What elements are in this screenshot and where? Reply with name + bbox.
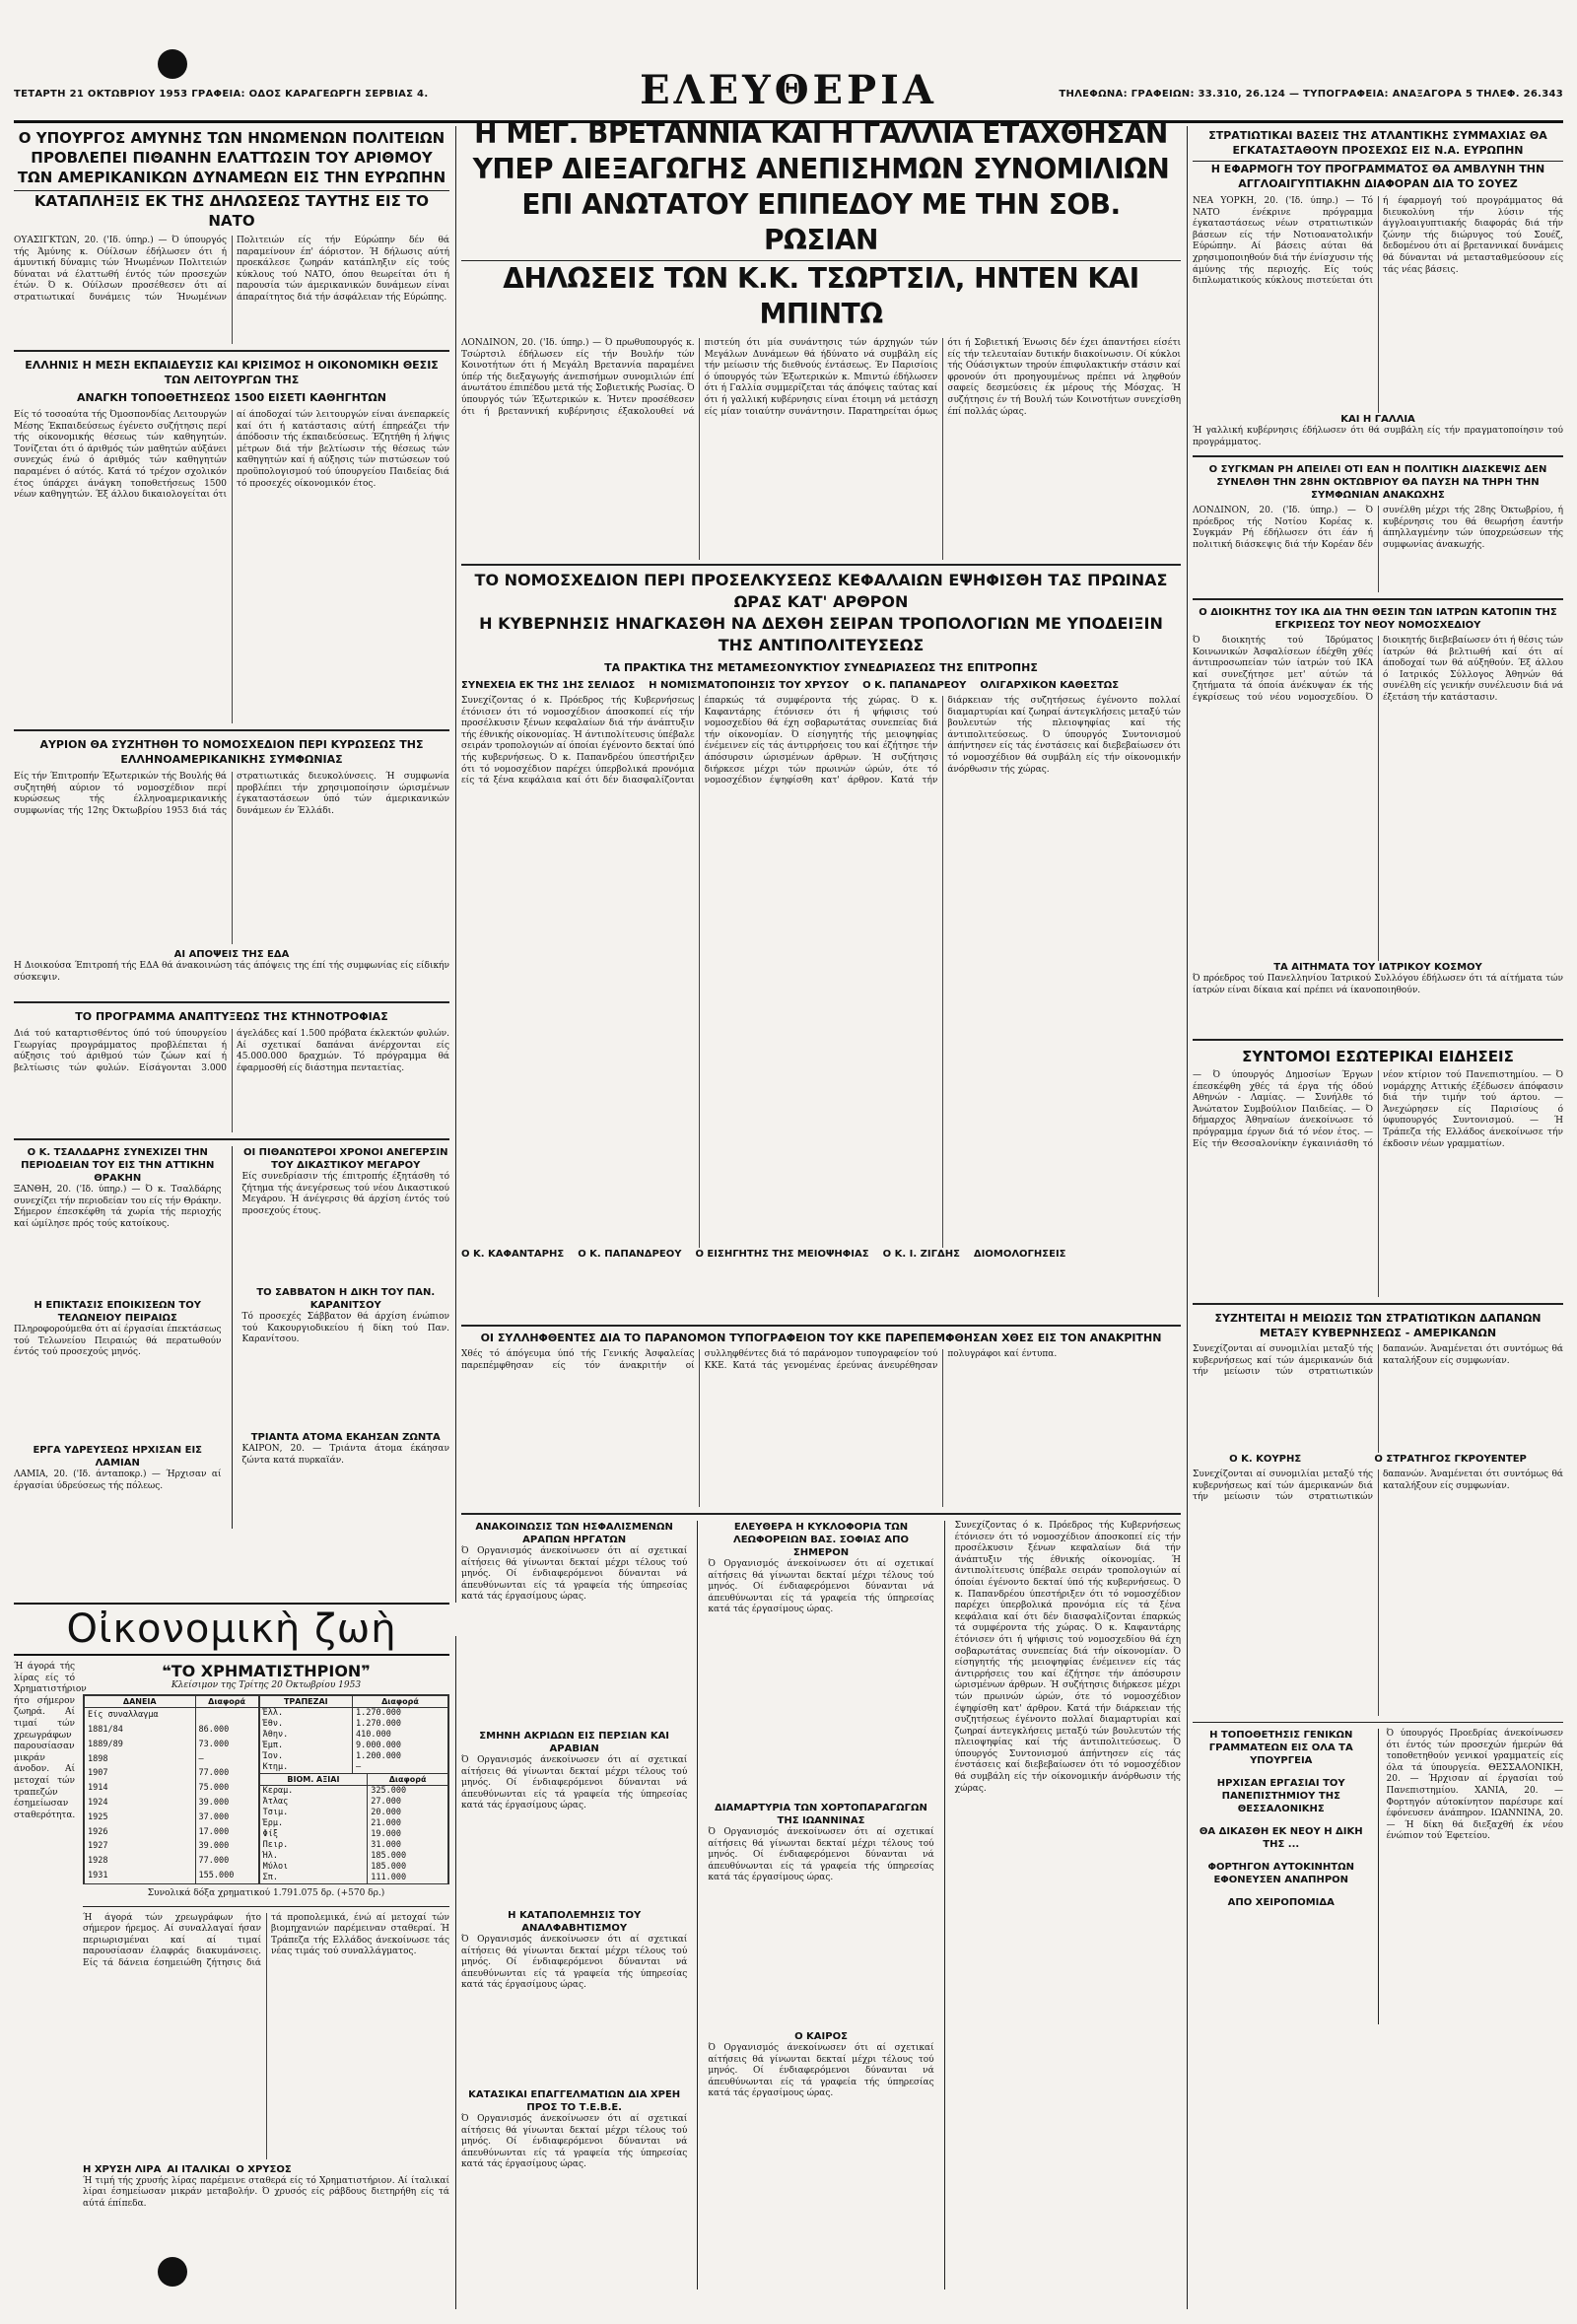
industry-table	[259, 1773, 448, 1883]
industry-value-cell: 185.000	[368, 1851, 448, 1862]
article-weather: Ό Οργανισμός άνεκοίνωσεν ότι αί σχετικαί αίτήσεις θά γίνωνται δεκταί μέχρι τέλους τού μηνός. Οί ένδιαφερόμενοι δύνανται νά άπευθύνωνται είς τά γραφεία τής ύπηρεσίας κατά τάς έργασίμους ώρας.	[708, 2043, 934, 2099]
headline-tsaldaris: Ο Κ. ΤΣΑΛΔΑΡΗΣ ΣΥΝΕΧΙΖΕΙ ΤΗΝ ΠΕΡΙΟΔΕΙΑΝ ΤΟΥ ΕΙΣ ΤΗΝ ΑΤΤΙΚΗΝ ΘΡΑΚΗΝ	[21, 1147, 215, 1184]
bourse-title-text: ΤΟ ΧΡΗΜΑΤΙΣΤΗΡΙΟΝ	[171, 1662, 362, 1680]
industry-row	[259, 1797, 447, 1808]
subhead-medical-demands: ΤΑ ΑΙΤΗΜΑΤΑ ΤΟΥ ΙΑΤΡΙΚΟΥ ΚΟΣΜΟΥ	[1273, 962, 1482, 973]
subhead-gruenther: Ο ΣΤΡΑΤΗΓΟΣ ΓΚΡΟΥΕΝΤΕΡ	[1374, 1454, 1527, 1465]
headline-university: ΗΡΧΙΣΑΝ ΕΡΓΑΣΙΑΙ ΤΟΥ ΠΑΝΕΠΙΣΤΗΜΙΟΥ ΤΗΣ ΘΕΣΣΑΛΟΝΙΚΗΣ	[1216, 1778, 1345, 1814]
divider	[1193, 1303, 1563, 1305]
bank-value-cell: 410.000	[352, 1730, 447, 1741]
loan-row	[85, 1781, 259, 1796]
article-trial: Τό προσεχές Σάββατον θά άρχίση ένώπιον τού Κακουργιοδικείου ή δίκη τού Παν. Καρανίτσου.	[241, 1312, 449, 1345]
loans-header-name: ΔΑΝΕΙΑ	[85, 1696, 196, 1708]
headline-professionals: ΚΑΤΑΣΙΚΑΙ ΕΠΑΓΓΕΛΜΑΤΙΩΝ ΔΙΑ ΧΡΕΗ ΠΡΟΣ ΤΟ Τ.Ε.Β.Ε.	[468, 2089, 681, 2113]
loan-row	[85, 1811, 259, 1825]
bank-value-cell: 1.270.000	[352, 1708, 447, 1720]
bourse-title: ❝ΤΟ ΧΡΗΜΑΤΙΣΤΗΡΙΟΝ❞	[162, 1662, 371, 1680]
loan-name-cell: 1898	[85, 1752, 196, 1767]
subhead-italian: ΑΙ ΙΤΑΛΙΚΑΙ	[167, 2163, 231, 2175]
industry-row	[259, 1829, 447, 1840]
loan-value-cell: 77.000	[195, 1766, 258, 1781]
subhead-continued: ΣΥΝΕΧΕΙΑ ΕΚ ΤΗΣ 1ΗΣ ΣΕΛΙΔΟΣ	[461, 680, 636, 691]
industry-name-cell: Ήλ.	[259, 1851, 368, 1862]
article-illiteracy: Ό Οργανισμός άνεκοίνωσεν ότι αί σχετικαί αίτήσεις θά γίνωνται δεκταί μέχρι τέλους τού μηνός. Οί ένδιαφερόμενοι δύνανται νά άπευθύνωνται είς τά γραφεία τής ύπηρεσίας κατά τάς έργασίμους ώρας.	[461, 1935, 688, 1991]
article-professionals: Ό Οργανισμός άνεκοίνωσεν ότι αί σχετικαί αίτήσεις θά γίνωνται δεκταί μέχρι τέλους τού μηνός. Οί ένδιαφερόμενοι δύνανται νά άπευθύνωνται είς τά γραφεία τής ύπηρεσίας κατά τάς έργασίμους ώρας.	[461, 2114, 688, 2170]
industry-row	[259, 1786, 447, 1798]
loan-row	[85, 1752, 259, 1767]
industry-name-cell: Έρμ.	[259, 1818, 368, 1829]
subhead-kafantaris: Ο Κ. ΚΑΦΑΝΤΑΡΗΣ	[461, 1249, 565, 1260]
headline-rhee: Ο ΣΥΓΚΜΑΝ ΡΗ ΑΠΕΙΛΕΙ ΟΤΙ ΕΑΝ Η ΠΟΛΙΤΙΚΗ ΔΙΑΣΚΕΨΙΣ ΔΕΝ ΣΥΝΕΛΘΗ ΤΗΝ 28ΗΝ ΟΚΤΩΒΡΙΟΥ ΘΑ ΠΑΥΣΗ ΝΑ ΤΗΡΗ ΤΗΝ ΣΥΜΦΩΝΙΑΝ ΑΝΑΚΩΧΗΣ	[1208, 464, 1547, 501]
article-buses: Ό Οργανισμός άνεκοίνωσεν ότι αί σχετικαί αίτήσεις θά γίνωνται δεκταί μέχρι τέλους τού μηνός. Οί ένδιαφερόμενοι δύνανται νά άπευθύνωνται είς τά γραφεία τής ύπηρεσίας κατά τάς έργασίμους ώρας.	[708, 1559, 934, 1615]
bill-story	[461, 564, 1181, 1325]
headline-agreement: ΑΥΡΙΟΝ ΘΑ ΣΥΖΗΤΗΘΗ ΤΟ ΝΟΜΟΣΧΕΔΙΟΝ ΠΕΡΙ ΚΥΡΩΣΕΩΣ ΤΗΣ ΕΛΛΗΝΟΑΜΕΡΙΚΑΝΙΚΗΣ ΣΥΜΦΩΝΙΑΣ	[39, 738, 424, 766]
bank-name-cell: Έμπ.	[259, 1741, 352, 1751]
industry-value-cell: 185.000	[368, 1862, 448, 1873]
loan-name-cell: 1914	[85, 1781, 196, 1796]
main-article: ΛΟΝΔΙΝΟΝ, 20. ('Ιδ. ύπηρ.) — Ό πρωθυπουργός κ. Τσώρτσιλ έδήλωσεν είς τήν Βουλήν τών Κοινοτήτων ότι ή Μεγάλη Βρεταννία παραμένει ύπέρ τής διεξαγωγής άνεπισήμων συνομιλιών έπί άνωτάτου έπιπέδου μετά τής Σοβιετικής Ρωσίας. Ό ύπουργός τών Έξωτερικών κ. Ήντεν προσέθεσεν ότι ή βρεταννική κυβέρνησις έξακολουθεί νά πιστεύη ότι μία συνάντησις τών άρχηγών τών Μεγάλων Δυνάμεων θά ήδύνατο νά συμβάλη είς τήν μείωσιν τής διεθνούς έντάσεως. Έν Παρισίοις ό ύπουργός τών Έξωτερικών κ. Μπιντώ έδήλωσεν ότι ή Γαλλία συμμερίζεται τάς άπόψεις ταύτας καί ότι ή γαλλική κυβέρνησις είναι έτοιμη νά μετάσχη είς μίαν τοιαύτην συνάντησιν. Παρατηρείται όμως ότι ή Σοβιετική Ένωσις δέν έχει άπαντήσει είσέτι είς τήν τελευταίαν δυτικήν διακοίνωσιν. Οί κύκλοι τής Ούάσιγκτων τηρούν έπιφυλακτικήν στάσιν καί φρονούν ότι προηγουμένως πρέπει νά ληφθούν σαφείς δεσμεύσεις έκ μέρους τής Μόσχας. Ή συζήτησις έν τή Βουλή τών Κοινοτήτων συνεχίσθη έπί πολλάς ώρας.	[461, 338, 1181, 417]
banks-header-diff: Διαφορά	[352, 1696, 447, 1708]
headline-nato-bases-sub: Η ΕΦΑΡΜΟΓΗ ΤΟΥ ΠΡΟΓΡΑΜΜΑΤΟΣ ΘΑ ΑΜΒΛΥΝΗ ΤΗΝ ΑΓΓΛΟΑΙΓΥΠΤΙΑΚΗΝ ΔΙΑΦΟΡΑΝ ΔΙΑ ΤΟ ΣΟΥΕΖ	[1193, 161, 1563, 191]
article-military-spending-cont: Συνεχίζονται αί συνομιλίαι μεταξύ τής κυβερνήσεως καί τών άμερικανών διά τήν μείωσιν τών στρατιωτικών δαπανών. Άναμένεται ότι συντόμως θά καταλήξουν είς συμφωνίαν.	[1193, 1470, 1563, 1503]
headline-ika-doctors: Ο ΔΙΟΙΚΗΤΗΣ ΤΟΥ ΙΚΑ ΔΙΑ ΤΗΝ ΘΕΣΙΝ ΤΩΝ ΙΑΤΡΩΝ ΚΑΤΟΠΙΝ ΤΗΣ ΕΓΚΡΙΣΕΩΣ ΤΟΥ ΝΕΟΥ ΝΟΜΟΣΧΕΔΙΟΥ	[1199, 607, 1557, 631]
headline-defense: Ο ΥΠΟΥΡΓΟΣ ΑΜΥΝΗΣ ΤΩΝ ΗΝΩΜΕΝΩΝ ΠΟΛΙΤΕΙΩΝ ΠΡΟΒΛΕΠΕΙ ΠΙΘΑΝΗΝ ΕΛΑΤΤΩΣΙΝ ΤΟΥ ΑΡΙΘΜΟΥ ΤΩΝ ΑΜΕΡΙΚΑΝΙΚΩΝ ΔΥΝΑΜΕΩΝ ΕΙΣ ΤΗΝ ΕΥΡΩΠΗΝ	[17, 129, 446, 186]
bank-name-cell: Έλλ.	[259, 1708, 352, 1720]
column-rule	[697, 1521, 698, 2290]
industry-name-cell: Φίξ	[259, 1829, 368, 1840]
loan-value-cell: 73.000	[195, 1738, 258, 1752]
divider	[14, 350, 449, 352]
bill-headline-sub: Η ΚΥΒΕΡΝΗΣΙΣ ΗΝΑΓΚΑΣΘΗ ΝΑ ΔΕΧΘΗ ΣΕΙΡΑΝ ΤΡΟΠΟΛΟΓΙΩΝ ΜΕ ΥΠΟΔΕΙΞΙΝ ΤΗΣ ΑΝΤΙΠΟΛΙΤΕΥΣΕΩΣ	[479, 614, 1163, 654]
bank-row	[259, 1751, 447, 1762]
loan-row	[85, 1839, 259, 1854]
industry-value-cell: 325.000	[368, 1786, 448, 1798]
article-fire: ΚΑΙΡΟΝ, 20. — Τριάντα άτομα έκάησαν ζώντα κατά πυρκαϊάν.	[241, 1444, 449, 1466]
divider	[14, 1001, 449, 1003]
industry-name-cell: Μύλοι	[259, 1862, 368, 1873]
arrest-headline: ΟΙ ΣΥΛΛΗΦΘΕΝΤΕΣ ΔΙΑ ΤΟ ΠΑΡΑΝΟΜΟΝ ΤΥΠΟΓΡΑΦΕΙΟΝ ΤΟΥ ΚΚΕ ΠΑΡΕΠΕΜΦΘΗΣΑΝ ΧΘΕΣ ΕΙΣ ΤΟΝ ΑΝΑΚΡΙΤΗΝ	[480, 1332, 1162, 1344]
headline-education: ΕΛΛΗΝΙΣ Η ΜΕΣΗ ΕΚΠΑΙΔΕΥΣΙΣ ΚΑΙ ΚΡΙΣΙΜΟΣ Η ΟΙΚΟΝΟΜΙΚΗ ΘΕΣΙΣ ΤΩΝ ΛΕΙΤΟΥΡΓΩΝ ΤΗΣ	[25, 359, 439, 386]
bank-row	[259, 1730, 447, 1741]
headline-illiteracy: Η ΚΑΤΑΠΟΛΕΜΗΣΙΣ ΤΟΥ ΑΝΑΛΦΑΒΗΤΙΣΜΟΥ	[508, 1910, 642, 1934]
divider	[14, 1138, 449, 1140]
article-workers: Ό Οργανισμός άνεκοίνωσεν ότι αί σχετικαί αίτήσεις θά γίνωνται δεκταί μέχρι τέλους τού μηνός. Οί ένδιαφερόμενοι δύνανται νά άπευθύνωνται είς τά γραφεία τής ύπηρεσίας κατά τάς έργασίμους ώρας.	[461, 1546, 688, 1603]
loan-value-cell: 155.000	[195, 1869, 258, 1883]
divider	[1193, 1039, 1563, 1041]
main-headline-sub: ΔΗΛΩΣΕΙΣ ΤΩΝ Κ.Κ. ΤΣΩΡΤΣΙΛ, ΗΝΤΕΝ ΚΑΙ ΜΠΙΝΤΩ	[461, 260, 1181, 332]
article-domestic-briefs: — Ό ύπουργός Δημοσίων Έργων έπεσκέφθη χθές τά έργα τής όδού Αθηνών - Λαμίας. — Συνήλθε τό Άνώτατον Συμβούλιον Παιδείας. — Ό δήμαρχος Άθηναίων άνεκοίνωσε τό πρόγραμμα έργων διά τό νέον έτος. — Είς τήν Θεσσαλονίκην έγκαινιάσθη τό νέον κτίριον τού Πανεπιστημίου. — Ό νομάρχης Αττικής έξέδωσεν άπόφασιν διά τήν τιμήν τού άρτου. — Άνεχώρησεν είς Παρισίους ό ύφυπουργός Συντονισμού. — Ή Τράπεζα τής Ελλάδος άνεκοίνωσε τήν έκδοσιν νέων γραμματίων.	[1193, 1070, 1563, 1149]
loan-value-cell: 77.000	[195, 1854, 258, 1869]
lower-center	[461, 1325, 1181, 2312]
economy-title: Οἰκονομικὴ ζωὴ	[14, 1603, 449, 1656]
article-courthouse: Είς συνεδρίασιν τής έπιτροπής έξητάσθη τό ζήτημα τής άνεγέρσεως τού νέου Δικαστικού Μεγάρου. Ή άνέγερσις θά άρχίση έντός τού προσεχούς έτους.	[241, 1172, 449, 1216]
industry-row	[259, 1873, 447, 1883]
bourse-total: Συνολικά δόξα χρηματικού 1.791.075 δρ. (+570 δρ.)	[147, 1888, 385, 1898]
headline-nato-bases: ΣΤΡΑΤΙΩΤΙΚΑΙ ΒΑΣΕΙΣ ΤΗΣ ΑΤΛΑΝΤΙΚΗΣ ΣΥΜΜΑΧΙΑΣ ΘΑ ΕΓΚΑΤΑΣΤΑΘΟΥΝ ΠΡΟΣΕΧΩΣ ΕΙΣ Ν.Α. ΕΥΡΩΠΗΝ	[1208, 129, 1547, 157]
loan-name-cell: 1927	[85, 1839, 196, 1854]
subhead-gold: Ο ΧΡΥΣΟΣ	[236, 2163, 292, 2175]
loan-value-cell: 75.000	[195, 1781, 258, 1796]
industry-row	[259, 1840, 447, 1851]
arrest-article: Χθές τό άπόγευμα ύπό τής Γενικής Άσφαλείας παρεπέμφθησαν είς τόν άνακριτήν οί συλληφθέντες διά τό παράνομον τυπογραφείον τού ΚΚΕ. Κατά τάς γενομένας έρεύνας άνευρέθησαν πολυγράφοι καί έντυπα.	[461, 1349, 1058, 1371]
subhead-oligarchic: ΟΛΙΓΑΡΧΙΚΟΝ ΚΑΘΕΣΤΩΣ	[980, 680, 1120, 691]
loan-name-cell: 1881/84	[85, 1723, 196, 1738]
bank-value-cell: 1.200.000	[352, 1751, 447, 1762]
headline-fire: ΤΡΙΑΝΤΑ ΑΤΟΜΑ ΕΚΑΗΣΑΝ ΖΩΝΤΑ	[250, 1432, 441, 1443]
headline-retrial: ΘΑ ΔΙΚΑΣΘΗ ΕΚ ΝΕΟΥ Η ΔΙΚΗ ΤΗΣ ...	[1199, 1826, 1363, 1850]
divider	[1193, 598, 1563, 600]
headline-livestock: ΤΟ ΠΡΟΓΡΑΜΜΑ ΑΝΑΠΤΥΞΕΩΣ ΤΗΣ ΚΤΗΝΟΤΡΟΦΙΑΣ	[75, 1010, 388, 1023]
loan-value-cell: 39.000	[195, 1796, 258, 1811]
bank-value-cell: —	[352, 1762, 447, 1773]
loan-row	[85, 1854, 259, 1869]
article-continued: Συνεχίζοντας ό κ. Πρόεδρος τής Κυβερνήσεως έτόνισεν ότι τό νομοσχέδιον άποσκοπεί είς τήν προσέλκυσιν ξένων κεφαλαίων διά τήν άνάπτυξιν τής έθνικής οίκονομίας. Ή άντιπολίτευσις ύπέβαλε σειράν τροπολογιών αί όποίαι έγένοντο δεκταί ύπό τής κυβερνήσεως. Ό κ. Παπανδρέου ύπεστήριξεν ότι τό νομοσχέδιον παρέχει ύπερβολικά προνόμια είς τά ξένα κεφάλαια καί ότι δέν διασφαλίζονται έπαρκώς τά συμφέροντα τής χώρας. Ό κ. Καφαντάρης έτόνισεν ότι ή ψήφισις τού νομοσχεδίου θά έχη σοβαρωτάτας συνεπείας διά τήν οίκονομίαν. Ό είσηγητής τής μειοψηφίας ένέμεινεν είς τάς άντιρρήσεις του καί έζήτησε τήν άπόσυρσιν ώρισμένων άρθρων. Ή συζήτησις διήρκεσε μέχρι τών πρωινών ώρών, ότε τό νομοσχέδιον έψηφίσθη κατ' άρθρον. Κατά τήν διάρκειαν τής συζητήσεως έγένοντο πολλαί διαμαρτυρίαι καί ζωηραί άντεγκλήσεις μεταξύ τών βουλευτών τής πλειοψηφίας καί τής άντιπολιτεύσεως. Ό ύπουργός Συντονισμού άπήντησεν είς τάς ένστάσεις καί διεβεβαίωσεν ότι τό νομοσχέδιον θά συμβάλη είς τήν οίκονομικήν άνόρθωσιν τής χώρας.	[954, 1521, 1181, 1794]
industry-name-cell: Τσιμ.	[259, 1808, 368, 1818]
main-headline: Η ΜΕΓ. ΒΡΕΤΑΝΝΙΑ ΚΑΙ Η ΓΑΛΛΙΑ ΕΤΑΧΘΗΣΑΝ ΥΠΕΡ ΔΙΕΞΑΓΩΓΗΣ ΑΝΕΠΙΣΗΜΩΝ ΣΥΝΟΜΙΛΙΩΝ ΕΠΙ ΑΝΩΤΑΤΟΥ ΕΠΙΠΕΔΟΥ ΜΕ ΤΗΝ ΣΟΒ. ΡΩΣΙΑΝ	[472, 117, 1170, 256]
binding-hole	[158, 49, 187, 79]
loan-name-cell: 1924	[85, 1796, 196, 1811]
binding-hole	[158, 2257, 187, 2287]
loan-name-cell: 1907	[85, 1766, 196, 1781]
main-story	[461, 116, 1181, 560]
article-livestock: Διά τού καταρτισθέντος ύπό τού ύπουργείου Γεωργίας προγράμματος προβλέπεται ή αύξησις τού άριθμού τών ζώων καί ή βελτίωσις τών φυλών. Είσάγονται 3.000 άγελάδες καί 1.500 πρόβατα έκλεκτών φυλών. Αί σχετικαί δαπάναι άνέρχονται είς 45.000.000 δραχμών. Τό πρόγραμμα θά έφαρμοσθή είς διάστημα πενταετίας.	[14, 1029, 449, 1073]
bank-row	[259, 1708, 447, 1720]
subhead-zigdis: Ο Κ. Ι. ΖΙΓΔΗΣ	[882, 1249, 960, 1260]
loan-name-cell: 1925	[85, 1811, 196, 1825]
bank-row	[259, 1762, 447, 1773]
article-military-spending: Συνεχίζονται αί συνομιλίαι μεταξύ τής κυβερνήσεως καί τών άμερικανών διά τήν μείωσιν τών στρατιωτικών δαπανών. Άναμένεται ότι συντόμως θά καταλήξουν είς συμφωνίαν.	[1193, 1344, 1563, 1378]
article-tsaldaris: ΞΑΝΘΗ, 20. ('Ιδ. ύπηρ.) — Ό κ. Τσαλδάρης συνεχίζει τήν περιοδείαν του είς τήν Θράκην. Σήμερον έπεσκέφθη τά χωρία τής περιοχής καί ώμίλησε πρός τούς κατοίκους.	[14, 1185, 222, 1229]
loan-row	[85, 1738, 259, 1752]
bank-name-cell: Έθν.	[259, 1719, 352, 1730]
article-eda: Η Διοικούσα Έπιτροπή τής ΕΔΑ θά άνακοινώση τάς άπόψεις της έπί τής συμφωνίας είς είδικήν σύσκεψιν.	[14, 961, 449, 983]
newspaper-name: ΕΛΕΥΘΕΡΙΑ	[640, 67, 937, 113]
economy-intro: Ή άγορά τής λίρας είς τό Χρηματιστήριον ήτο σήμερον ζωηρά. Αί τιμαί τών χρεωγράφων παρουσίασαν μικράν άνοδον. Αί μετοχαί τών τραπεζών έσημείωσαν σταθερότητα.	[14, 1662, 87, 1820]
subhead-france: ΚΑΙ Η ΓΑΛΛΙΑ	[1340, 414, 1415, 425]
headline-secretaries: Η ΤΟΠΟΘΕΤΗΣΙΣ ΓΕΝΙΚΩΝ ΓΡΑΜΜΑΤΕΩΝ ΕΙΣ ΟΛΑ ΤΑ ΥΠΟΥΡΓΕΙΑ	[1208, 1730, 1353, 1766]
headline-military-spending: ΣΥΖΗΤΕΙΤΑΙ Η ΜΕΙΩΣΙΣ ΤΩΝ ΣΤΡΑΤΙΩΤΙΚΩΝ ΔΑΠΑΝΩΝ ΜΕΤΑΞΥ ΚΥΒΕΡΝΗΣΕΩΣ - ΑΜΕΡΙΚΑΝΩΝ	[1214, 1312, 1542, 1339]
bank-name-cell: Ίον.	[259, 1751, 352, 1762]
article-customs: Πληροφορούμεθα ότι αί έργασίαι έπεκτάσεως τού Τελωνείου Πειραιώς θά περατωθούν έντός τού προσεχούς μηνός.	[14, 1325, 222, 1358]
industry-row	[259, 1808, 447, 1818]
bank-row	[259, 1719, 447, 1730]
subhead-papandreou-2: Ο Κ. ΠΑΠΑΝΔΡΕΟΥ	[578, 1249, 682, 1260]
industry-value-cell: 19.000	[368, 1829, 448, 1840]
article-lamia: ΛΑΜΙΑ, 20. ('Ιδ. άνταποκρ.) — Ήρχισαν αί έργασίαι ύδρεύσεως τής πόλεως.	[14, 1470, 222, 1491]
loan-name-cell: 1928	[85, 1854, 196, 1869]
headline-trial: ΤΟ ΣΑΒΒΑΤΟΝ Η ΔΙΚΗ ΤΟΥ ΠΑΝ. ΚΑΡΑΝΙΤΣΟΥ	[256, 1287, 436, 1311]
industry-name-cell: Σπ.	[259, 1873, 368, 1883]
industry-value-cell: 21.000	[368, 1818, 448, 1829]
headline-lamia: ΕΡΓΑ ΥΔΡΕΥΣΕΩΣ ΗΡΧΙΣΑΝ ΕΙΣ ΛΑΜΙΑΝ	[33, 1445, 203, 1469]
loan-row	[85, 1708, 259, 1723]
loan-row	[85, 1869, 259, 1883]
subhead-papandreou: Ο Κ. ΠΑΠΑΝΔΡΕΟΥ	[862, 680, 967, 691]
subhead-confessions: ΔΙΟΜΟΛΟΓΗΣΕΙΣ	[973, 1249, 1066, 1260]
column-rule	[455, 126, 456, 1603]
column-rule	[455, 1636, 456, 2309]
loan-value-cell: 17.000	[195, 1825, 258, 1840]
industry-row	[259, 1851, 447, 1862]
loan-value-cell: 86.000	[195, 1723, 258, 1738]
banks-header-name: ΤΡΑΠΕΖΑΙ	[259, 1696, 352, 1708]
article-regional: Ό ύπουργός Προεδρίας άνεκοίνωσεν ότι έντός τών προσεχών ήμερών θά τοποθετηθούν γενικοί γραμματείς είς όλα τά ύπουργεία. ΘΕΣΣΑΛΟΝΙΚΗ, 20. — Ήρχισαν αί έργασίαι τού Πανεπιστημίου. ΧΑΝΙΑ, 20. — Φορτηγόν αύτοκίνητον παρέσυρε καί έφόνευσεν άνάπηρον. ΙΩΑΝΝΙΝΑ, 20. — Ή δίκη θά διεξαχθή έκ νέου ένώπιον τού Έφετείου.	[1386, 1729, 1563, 1842]
article-defense: ΟΥΑΣΙΓΚΤΩΝ, 20. ('Ιδ. ύπηρ.) — Ό ύπουργός τής Άμύνης κ. Ούίλσων έδήλωσεν ότι ή άμυντική δύναμις τών Ήνωμένων Πολιτειών δύναται νά έλαττωθή έντός τών προσεχών έτών. Ό κ. Ούίλσων προσέθεσεν ότι αί στρατιωτικαί δυνάμεις τών Ήνωμένων Πολιτειών είς τήν Εύρώπην δέν θά παραμείνουν έπ' άόριστον. Ή δήλωσις αύτή προεκάλεσε ζωηράν κατάπληξιν είς τούς κύκλους τού ΝΑΤΟ, όπου θεωρείται ότι ή παρουσία τών άμερικανικών δυνάμεων είναι άπαραίτητος διά τήν άσφάλειαν τής Εύρώπης.	[14, 236, 449, 303]
headline-workers: ΑΝΑΚΟΙΝΩΣΙΣ ΤΩΝ ΗΣΦΑΛΙΣΜΕΝΩΝ ΑΡΑΠΩΝ ΗΡΓΑΤΩΝ	[475, 1522, 673, 1545]
loan-name-cell: 1926	[85, 1825, 196, 1840]
headline-customs: Η ΕΠΙΚΤΑΣΙΣ ΕΠΟΙΚΙΣΕΩΝ ΤΟΥ ΤΕΛΩΝΕΙΟΥ ΠΕΙΡΑΙΩΣ	[34, 1300, 201, 1324]
column-rule	[1378, 1729, 1379, 2024]
article-medical-demands: Ό πρόεδρος τού Πανελληνίου Ίατρικού Συλλόγου έδήλωσεν ότι τά αίτήματα τών ίατρών είναι δίκαια καί πρέπει νά ίκανοποιηθούν.	[1193, 974, 1563, 995]
left-column	[14, 128, 449, 1597]
divider	[83, 1906, 449, 1907]
economy-column-text: Ή άγορά τών χρεωγράφων ήτο σήμερον ήρεμος. Αί συναλλαγαί ήσαν περιωρισμέναι καί αί τιμαί παρουσίασαν έλαφράς διακυμάνσεις. Είς τά δάνεια έσημειώθη ζήτησις διά τά προπολεμικά, ένώ αί μετοχαί τών βιομηχανιών παρέμειναν σταθεραί. Ή Τράπεζα τής Ελλάδος άνεκοίνωσε τάς νέας τιμάς τού συναλλάγματος.	[83, 1912, 449, 1968]
article-hay-producers: Ό Οργανισμός άνεκοίνωσεν ότι αί σχετικαί αίτήσεις θά γίνωνται δεκταί μέχρι τέλους τού μηνός. Οί ένδιαφερόμενοι δύνανται νά άπευθύνωνται είς τά γραφεία τής ύπηρεσίας κατά τάς έργασίμους ώρας.	[708, 1827, 934, 1883]
bill-headline: ΤΟ ΝΟΜΟΣΧΕΔΙΟΝ ΠΕΡΙ ΠΡΟΣΕΛΚΥΣΕΩΣ ΚΕΦΑΛΑΙΩΝ ΕΨΗΦΙΣΘΗ ΤΑΣ ΠΡΩΙΝΑΣ ΩΡΑΣ ΚΑΤ' ΑΡΘΡΟΝ	[474, 571, 1168, 611]
loan-name-cell: 1931	[85, 1869, 196, 1883]
industry-value-cell: 31.000	[368, 1840, 448, 1851]
loan-row	[85, 1723, 259, 1738]
headline-grenade: ΑΠΟ ΧΕΙΡΟΠΟΜΙΔΑ	[1227, 1897, 1335, 1908]
headline-locusts: ΣΜΗΝΗ ΑΚΡΙΔΩΝ ΕΙΣ ΠΕΡΣΙΑΝ ΚΑΙ ΑΡΑΒΙΑΝ	[479, 1731, 670, 1754]
loans-header-diff: Διαφορά	[195, 1696, 258, 1708]
industry-row	[259, 1862, 447, 1873]
loan-row	[85, 1766, 259, 1781]
column-rule	[232, 1146, 233, 1529]
article-ika-doctors: Ό διοικητής τού Ίδρύματος Κοινωνικών Άσφαλίσεων έδέχθη χθές άντιπροσωπείαν τών ίατρών τού ΙΚΑ καί συνεζήτησε μετ' αύτών τά ζητήματα τά όποία άνέκυψαν έκ τής έγκρίσεως τού νέου νομοσχεδίου. Ό διοικητής διεβεβαίωσεν ότι ή θέσις τών ίατρών θά βελτιωθή καί ότι αί άποδοχαί των θά αύξηθούν. Έξ άλλου ό Ιατρικός Σύλλογος Άθηνών θά συνέλθη είς γενικήν συνέλευσιν διά νά έξετάση τήν κατάστασιν.	[1193, 636, 1563, 703]
loan-row	[85, 1825, 259, 1840]
divider	[1193, 455, 1563, 457]
bill-article: Συνεχίζοντας ό κ. Πρόεδρος τής Κυβερνήσεως έτόνισεν ότι τό νομοσχέδιον άποσκοπεί είς τήν προσέλκυσιν ξένων κεφαλαίων διά τήν άνάπτυξιν τής έθνικής οίκονομίας. Ή άντιπολίτευσις ύπέβαλε σειράν τροπολογιών αί όποίαι έγένοντο δεκταί ύπό τής κυβερνήσεως. Ό κ. Παπανδρέου ύπεστήριξεν ότι τό νομοσχέδιον παρέχει ύπερβολικά προνόμια είς τά ξένα κεφάλαια καί ότι δέν διασφαλίζονται έπαρκώς τά συμφέροντα τής χώρας. Ό κ. Καφαντάρης έτόνισεν ότι ή ψήφισις τού νομοσχεδίου θά έχη σοβαρωτάτας συνεπείας διά τήν οίκονομίαν. Ό είσηγητής τής μειοψηφίας ένέμεινεν είς τάς άντιρρήσεις του καί έζήτησε τήν άπόσυρσιν ώρισμένων άρθρων. Ή συζήτησις διήρκεσε μέχρι τών πρωινών ώρών, ότε τό νομοσχέδιον έψηφίσθη κατ' άρθρον. Κατά τήν διάρκειαν τής συζητήσεως έγένοντο πολλαί διαμαρτυρίαι καί ζωηραί άντεγκλήσεις μεταξύ τών βουλευτών τής πλειοψηφίας καί τής άντιπολιτεύσεως. Ό ύπουργός Συντονισμού άπήντησεν είς τάς ένστάσεις καί διεβεβαίωσεν ότι τό νομοσχέδιον θά συμβάλη είς τήν οίκονομικήν άνόρθωσιν τής χώρας.	[461, 696, 1181, 786]
headline-domestic-briefs: ΣΥΝΤΟΜΟΙ ΕΣΩΤΕΡΙΚΑΙ ΕΙΔΗΣΕΙΣ	[1242, 1048, 1514, 1065]
bank-value-cell: 1.270.000	[352, 1719, 447, 1730]
loan-value-cell: —	[195, 1752, 258, 1767]
industry-value-cell: 27.000	[368, 1797, 448, 1808]
headline-weather: Ο ΚΑΙΡΟΣ	[794, 2031, 848, 2042]
loan-name-cell: 1889/89	[85, 1738, 196, 1752]
loans-table	[84, 1695, 259, 1883]
loan-row	[85, 1796, 259, 1811]
divider	[14, 729, 449, 731]
bill-headline-minutes: ΤΑ ΠΡΑΚΤΙΚΑ ΤΗΣ ΜΕΤΑΜΕΣΟΝΥΚΤΙΟΥ ΣΥΝΕΔΡΙΑΣΕΩΣ ΤΗΣ ΕΠΙΤΡΟΠΗΣ	[604, 661, 1038, 674]
masthead-date-address: ΤΕΤΑΡΤΗ 21 ΟΚΤΩΒΡΙΟΥ 1953 ΓΡΑΦΕΙΑ: ΟΔΟΣ ΚΑΡΑΓΕΩΡΓΗ ΣΕΡΒΙΑΣ 4.	[14, 89, 429, 100]
bank-name-cell: Κτημ.	[259, 1762, 352, 1773]
column-rule	[1187, 126, 1188, 2309]
economy-more-text: Ή τιμή τής χρυσής λίρας παρέμεινε σταθερά είς τό Χρηματιστήριον. Αί ίταλικαί λίραι έσημείωσαν μικράν μεταβολήν. Ό χρυσός είς ράβδους διετηρήθη είς τά αύτά έπίπεδα.	[83, 2175, 449, 2209]
industry-name-cell: Κεραμ.	[259, 1786, 368, 1798]
bourse-date: Κλείσιμον της Τρίτης 20 Όκτωβρίου 1953	[171, 1680, 362, 1690]
industry-value-cell: 111.000	[368, 1873, 448, 1883]
article-locusts: Ό Οργανισμός άνεκοίνωσεν ότι αί σχετικαί αίτήσεις θά γίνωνται δεκταί μέχρι τέλους τού μηνός. Οί ένδιαφερόμενοι δύνανται νά άπευθύνωνται είς τά γραφεία τής ύπηρεσίας κατά τάς έργασίμους ώρας.	[461, 1755, 688, 1811]
article-france: Ή γαλλική κυβέρνησις έδήλωσεν ότι θά συμβάλη είς τήν πραγματοποίησιν τού προγράμματος.	[1193, 426, 1563, 447]
bank-name-cell: Άθην.	[259, 1730, 352, 1741]
loan-name-cell: Είς συναλλαγμα	[85, 1708, 196, 1723]
divider	[1193, 1722, 1563, 1723]
industry-name-cell: Άτλας	[259, 1797, 368, 1808]
industry-row	[259, 1818, 447, 1829]
headline-hay-producers: ΔΙΑΜΑΡΤΥΡΙΑ ΤΩΝ ΧΟΡΤΟΠΑΡΑΓΩΓΩΝ ΤΗΣ ΙΩΑΝΝΙΝΑΣ	[715, 1803, 927, 1826]
bank-value-cell: 9.000.000	[352, 1741, 447, 1751]
loan-value-cell: 39.000	[195, 1839, 258, 1854]
article-rhee: ΛΟΝΔΙΝΟΝ, 20. ('Ιδ. ύπηρ.) — Ό πρόεδρος τής Νοτίου Κορέας κ. Συγκμάν Ρή έδήλωσεν ότι έάν ή πολιτική διάσκεψις διά τήν Κορέαν δέν συνέλθη μέχρι τής 28ης Όκτωβρίου, ή κυβέρνησις του θά θεωρήση έαυτήν άπηλλαγμένην τών ύποχρεώσεων τής συμφωνίας άνακωχής.	[1193, 506, 1563, 550]
subhead-rapporteur: Ο ΕΙΣΗΓΗΤΗΣ ΤΗΣ ΜΕΙΟΨΗΦΙΑΣ	[695, 1249, 869, 1260]
right-column	[1193, 128, 1563, 2308]
loan-value-cell: 37.000	[195, 1811, 258, 1825]
economy-section	[14, 1603, 449, 2312]
headline-buses: ΕΛΕΥΘΕΡΑ Η ΚΥΚΛΟΦΟΡΙΑ ΤΩΝ ΛΕΩΦΟΡΕΙΩΝ ΒΑΣ. ΣΟΦΙΑΣ ΑΠΟ ΣΗΜΕΡΟΝ	[732, 1522, 909, 1558]
divider	[461, 1513, 1181, 1515]
masthead-phones: ΤΗΛΕΦΩΝΑ: ΓΡΑΦΕΙΩΝ: 33.310, 26.124 — ΤΥΠΟΓΡΑΦΕΙΑ: ΑΝΑΞΑΓΟΡΑ 5 ΤΗΛΕΦ. 26.343	[1059, 89, 1563, 100]
bank-row	[259, 1741, 447, 1751]
subhead-kouris: Ο Κ. ΚΟΥΡΗΣ	[1229, 1454, 1302, 1465]
headline-defense-sub: ΚΑΤΑΠΛΗΞΙΣ ΕΚ ΤΗΣ ΔΗΛΩΣΕΩΣ ΤΑΥΤΗΣ ΕΙΣ ΤΟ ΝΑΤΟ	[14, 190, 449, 231]
article-nato-bases: ΝΕΑ ΥΟΡΚΗ, 20. ('Ιδ. ύπηρ.) — Τό ΝΑΤΟ ένέκρινε πρόγραμμα έγκαταστάσεως νέων στρατιωτικών βάσεων είς τήν Νοτιοανατολικήν Εύρώπην. Αί βάσεις αύται θά χρησιμοποιηθούν διά τήν ένίσχυσιν τής άμύνης τής περιοχής. Είς τούς διπλωματικούς κύκλους πιστεύεται ότι ή έφαρμογή τού προγράμματος θά διευκολύνη τήν λύσιν τής άγγλοαιγυπτιακής διαφοράς διά τήν ζώνην τής διώρυγος τού Σουέζ, δεδομένου ότι αί βρεταννικαί δυνάμεις θά δύνανται νά μετασταθμεύσουν είς τάς νέας βάσεις.	[1193, 196, 1563, 287]
article-agreement: Είς τήν Έπιτροπήν Έξωτερικών τής Βουλής θά συζητηθή αύριον τό νομοσχέδιον περί κυρώσεως τής έλληνοαμερικανικής συμφωνίας τής 12ης Όκτωβρίου 1953 διά τάς στρατιωτικάς διευκολύνσεις. Ή συμφωνία προβλέπει τήν χρησιμοποίησιν ώρισμένων έγκαταστάσεων ύπό τών άμερικανικών δυνάμεων έν Έλλάδι.	[14, 772, 449, 816]
industry-header-name: ΒΙΟΜ. ΑΞΙΑΙ	[259, 1774, 368, 1786]
subhead-gold-coinage: Η ΝΟΜΙΣΜΑΤΟΠΟΙΗΣΙΣ ΤΟΥ ΧΡΥΣΟΥ	[649, 680, 850, 691]
masthead	[14, 65, 1563, 123]
banks-table	[259, 1695, 448, 1773]
industry-header-diff: Διαφορά	[368, 1774, 448, 1786]
headline-truck: ΦΟΡΤΗΓΟΝ ΑΥΤΟΚΙΝΗΤΩΝ ΕΦΟΝΕΥΣΕΝ ΑΝΑΠΗΡΟΝ	[1207, 1862, 1354, 1885]
column-rule	[944, 1521, 945, 2290]
subhead-eda: ΑΙ ΑΠΟΨΕΙΣ ΤΗΣ ΕΔΑ	[173, 949, 290, 960]
loan-value-cell	[195, 1708, 258, 1723]
industry-name-cell: Πειρ.	[259, 1840, 368, 1851]
industry-value-cell: 20.000	[368, 1808, 448, 1818]
headline-courthouse: ΟΙ ΠΙΘΑΝΩΤΕΡΟΙ ΧΡΟΝΟΙ ΑΝΕΓΕΡΣΙΝ ΤΟΥ ΔΙΚΑΣΤΙΚΟΥ ΜΕΓΑΡΟΥ	[242, 1147, 448, 1171]
headline-education-sub: ΑΝΑΓΚΗ ΤΟΠΟΘΕΤΗΣΕΩΣ 1500 ΕΙΣΕΤΙ ΚΑΘΗΓΗΤΩΝ	[77, 391, 386, 404]
article-education: Είς τό τοσοαύτα τής Όμοσπονδίας Λειτουργών Μέσης Έκπαιδεύσεως έγένετο συζήτησις περί τής οίκονομικής θέσεως τών καθηγητών. Τονίζεται ότι ό άριθμός τών μαθητών αύξάνει συνεχώς ένώ ό άριθμός τών καθηγητών παραμένει ό αύτός. Κατά τό τρέχον σχολικόν έτος ύπάρχει άνάγκη τοποθετήσεως 1500 νέων καθηγητών. Έξ άλλου δικαιολογείται ότι αί άποδοχαί τών λειτουργών είναι άνεπαρκείς καί ότι ή κατάστασις αύτή έπηρεάζει τήν άπόδοσιν τής έκπαιδεύσεως. Έζητήθη ή λήψις μέτρων διά τήν βελτίωσιν τής θέσεως τών καθηγητών καί ή αύξησις τών πιστώσεων τού προϋπολογισμού τού ύπουργείου Παιδείας διά τό προσεχές οίκονομικόν έτος.	[14, 410, 449, 501]
subhead-gold-sovereign: Η ΧΡΥΣΗ ΛΙΡΑ	[83, 2163, 162, 2175]
